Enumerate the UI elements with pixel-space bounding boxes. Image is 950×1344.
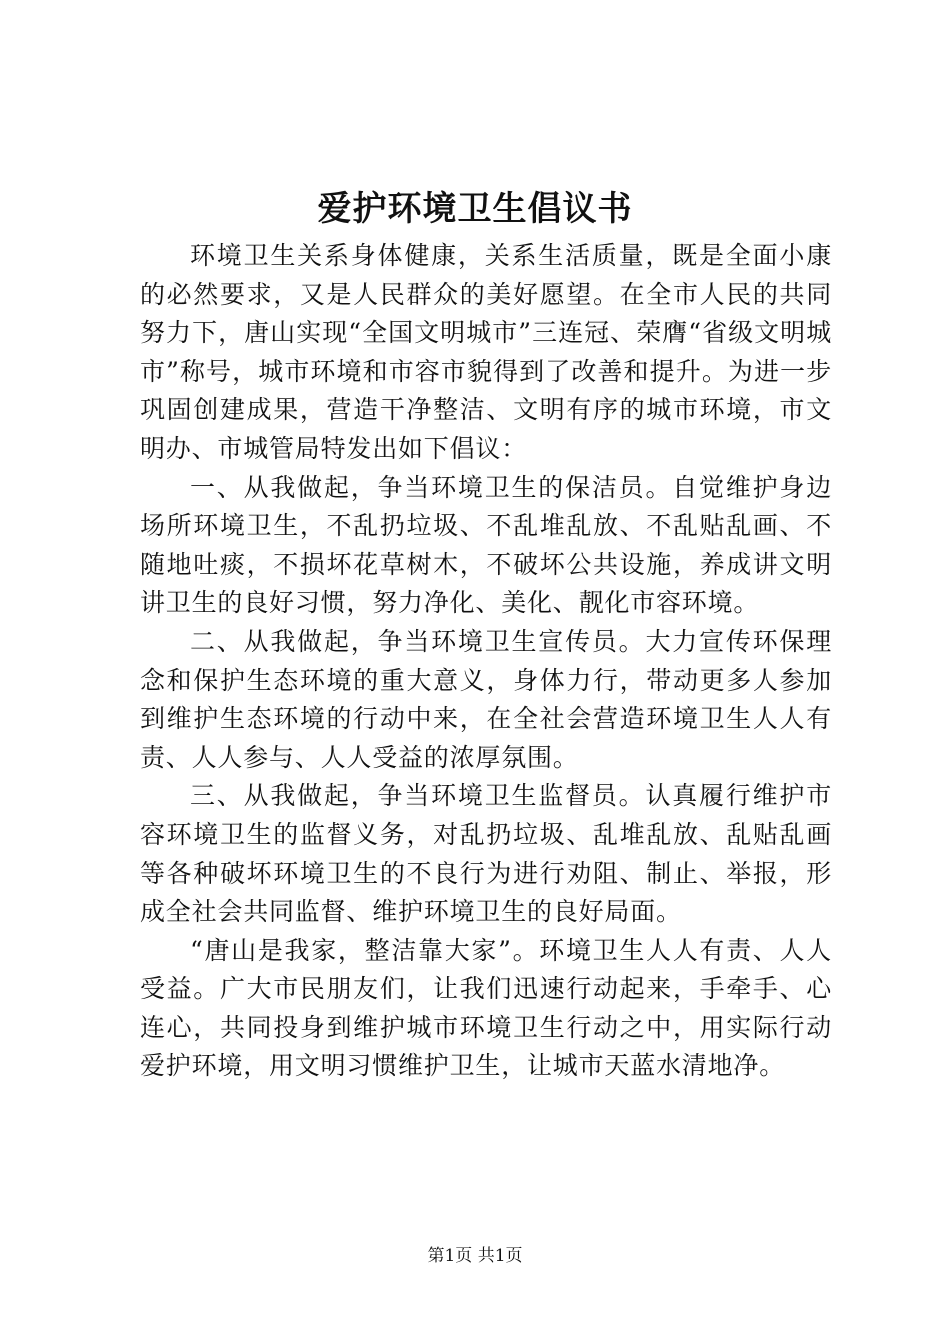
paragraph-intro: 环境卫生关系身体健康，关系生活质量，既是全面小康的必然要求，又是人民群众的美好愿望。在全市人民的共同努力下，唐山实现“全国文明城市”三连冠、荣膺“省级文明城市”称号，城市环境和市容市貌得到了改善和提升。为进一步巩固创建成果，营造干净整洁、文明有序的城市环境，市文明办、市城管局特发出如下倡议： [140,241,832,463]
paragraph-proposal-2: 二、从我做起，争当环境卫生宣传员。大力宣传环保理念和保护生态环境的重大意义，身体力行，带动更多人参加到维护生态环境的行动中来，在全社会营造环境卫生人人有责、人人参与、人人受益的浓厚氛围。 [140,626,832,772]
document-title: 爱护环境卫生倡议书 [317,189,633,229]
paragraph-proposal-1: 一、从我做起，争当环境卫生的保洁员。自觉维护身边场所环境卫生，不乱扔垃圾、不乱堆乱放、不乱贴乱画、不随地吐痰，不损坏花草树木，不破坏公共设施，养成讲文明讲卫生的良好习惯，努力净化、美化、靓化市容环境。 [140,472,832,618]
paragraph-proposal-3: 三、从我做起，争当环境卫生监督员。认真履行维护市容环境卫生的监督义务，对乱扔垃圾、乱堆乱放、乱贴乱画等各种破坏环境卫生的不良行为进行劝阻、制止、举报，形成全社会共同监督、维护环境卫生的良好局面。 [140,781,832,927]
paragraph-closing: “唐山是我家，整洁靠大家”。环境卫生人人有责、人人受益。广大市民朋友们，让我们迅速行动起来，手牵手、心连心，共同投身到维护城市环境卫生行动之中，用实际行动爱护环境，用文明习惯维护卫生，让城市天蓝水清地净。 [140,935,832,1081]
page-number-footer: 第1页 共1页 [427,1246,523,1266]
document-body [140,237,832,1086]
